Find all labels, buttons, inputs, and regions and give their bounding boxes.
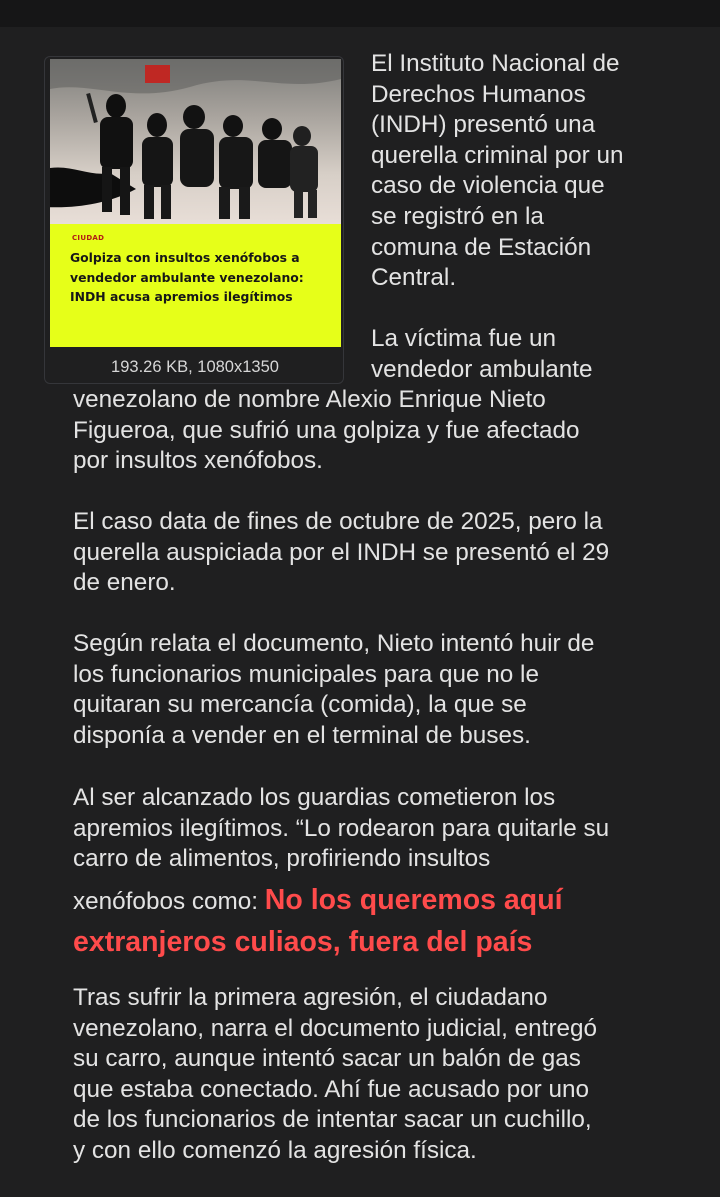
top-bar bbox=[0, 0, 720, 28]
text-line: venezolano, narra el documento judicial, entregó bbox=[73, 1014, 598, 1042]
text-line: Al ser alcanzado los guardias cometieron los bbox=[73, 784, 556, 811]
text-line: comuna de Estación bbox=[371, 233, 592, 261]
quote-prefix: xenófobos como: bbox=[73, 888, 265, 915]
text-line: se registró en la bbox=[371, 202, 544, 230]
post-body bbox=[0, 27, 720, 1197]
section-tag: CIUDAD bbox=[72, 234, 105, 242]
headline-line: Golpiza con insultos xenófobos a bbox=[70, 250, 300, 265]
paragraph-6 bbox=[73, 983, 663, 1167]
quote-lines bbox=[73, 880, 663, 962]
highlighted-quote: extranjeros culiaos, fuera del país bbox=[73, 926, 533, 958]
text-line: y con ello comenzó la agresión física. bbox=[73, 1136, 477, 1164]
headline-line: vendedor ambulante venezolano: bbox=[70, 269, 304, 285]
text-line: Central. bbox=[371, 264, 457, 292]
text-line: Derechos Humanos bbox=[371, 80, 586, 108]
image-attachment[interactable] bbox=[44, 56, 344, 384]
paragraph-4 bbox=[73, 629, 663, 751]
text-line: venezolano de nombre Alexio Enrique Nieto bbox=[73, 386, 546, 413]
attachment-thumbnail[interactable] bbox=[50, 59, 341, 347]
paragraph-5 bbox=[73, 783, 663, 875]
text-line: disponía a vender en el terminal de buses. bbox=[73, 721, 531, 749]
highlighted-quote: No los queremos aquí bbox=[264, 884, 563, 916]
text-line: Según relata el documento, Nieto intentó huir de bbox=[73, 630, 595, 657]
text-line: querella auspiciada por el INDH se presentó el 29 bbox=[73, 538, 610, 566]
headline-banner bbox=[50, 224, 341, 347]
text-line: (INDH) presentó una bbox=[371, 111, 596, 139]
news-photo bbox=[50, 59, 341, 224]
headline-line: INDH acusa apremios ilegítimos bbox=[70, 289, 293, 304]
text-line: que estaba conectado. Ahí fue acusado por uno bbox=[73, 1075, 590, 1103]
text-line: quitaran su mercancía (comida), la que se bbox=[73, 691, 527, 719]
paragraph-2 bbox=[73, 385, 663, 477]
text-line: apremios ilegítimos. “Lo rodearon para quitarle su bbox=[73, 814, 610, 842]
text-line: querella criminal por un bbox=[371, 141, 624, 169]
text-line: La víctima fue un bbox=[371, 325, 557, 352]
text-line: los funcionarios municipales para que no le bbox=[73, 660, 539, 688]
text-line: de enero. bbox=[73, 569, 176, 597]
text-line: carro de alimentos, profiriendo insultos bbox=[73, 845, 491, 873]
image-headline bbox=[70, 248, 332, 307]
text-line: vendedor ambulante bbox=[371, 355, 593, 383]
paragraph-2-wrap bbox=[371, 324, 661, 385]
text-line: Tras sufrir la primera agresión, el ciudadano bbox=[73, 984, 548, 1011]
text-line: caso de violencia que bbox=[371, 172, 605, 200]
text-line: Figueroa, que sufrió una golpiza y fue afectado bbox=[73, 416, 580, 444]
quote-line-1 bbox=[73, 880, 663, 922]
text-line: El caso data de fines de octubre de 2025, pero la bbox=[73, 508, 603, 535]
text-line: El Instituto Nacional de bbox=[371, 50, 620, 77]
text-line: de los funcionarios de intentar sacar un cuchillo, bbox=[73, 1106, 592, 1134]
paragraph-1 bbox=[371, 49, 661, 294]
file-info: 193.26 KB, 1080x1350 bbox=[111, 358, 279, 376]
paragraph-3 bbox=[73, 507, 663, 599]
text-line: su carro, aunque intentó sacar un balón de gas bbox=[73, 1045, 581, 1073]
text-line: por insultos xenófobos. bbox=[73, 447, 323, 475]
